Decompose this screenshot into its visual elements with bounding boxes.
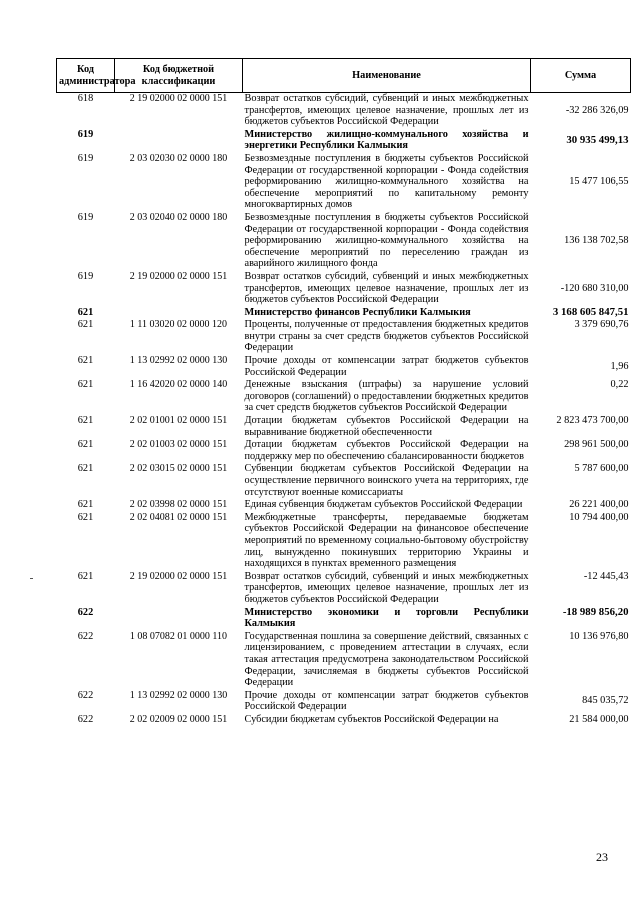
cell-sum: -32 286 326,09 — [565, 104, 629, 116]
cell-admin-code: 622 — [77, 713, 94, 725]
cell-name: Прочие доходы от компенсации затрат бюджетов субъектов Российской Федерации — [244, 355, 529, 378]
cell-sum: -120 680 310,00 — [560, 282, 629, 294]
cell-classification: 2 02 01001 02 0000 151 — [129, 415, 228, 427]
cell-sum: 21 584 000,00 — [569, 713, 629, 725]
cell-classification: 2 19 02000 02 0000 151 — [129, 93, 228, 104]
header-classification: Код бюджетной классификации — [115, 59, 243, 93]
table-row — [57, 355, 631, 379]
cell-classification: 1 16 42020 02 0000 140 — [129, 379, 228, 391]
cell-classification — [115, 307, 243, 320]
table-row — [57, 714, 631, 727]
cell-sum: 26 221 400,00 — [569, 499, 629, 511]
table-row — [57, 499, 631, 512]
cell-name: Дотации бюджетам субъектов Российской Федерации на выравнивание бюджетной обеспеченности — [244, 415, 529, 438]
cell-admin-code: 621 — [77, 463, 94, 475]
cell-admin-code: 621 — [77, 355, 94, 367]
cell-sum: 15 477 106,55 — [569, 176, 629, 188]
table-row — [57, 212, 631, 271]
cell-classification: 1 11 03020 02 0000 120 — [129, 319, 228, 331]
cell-name: Субсидии бюджетам субъектов Российской Федерации на — [244, 713, 499, 725]
cell-name: Министерство финансов Республики Калмыкия — [244, 306, 471, 318]
cell-name: Безвозмездные поступления в бюджеты субъектов Российской Федерации от государственной корпорации - Фонда содействия реформированию жилищно-коммунального хозяйства на обеспечение мероприятий по переселению граждан из аварийного жилищного фонда — [244, 211, 529, 270]
header-sum: Сумма — [531, 59, 631, 93]
cell-name: Возврат остатков субсидий, субвенций и иных межбюджетных трансфертов, имеющих целевое назначение, прошлых лет из бюджетов субъектов Российской Федерации — [244, 93, 529, 128]
cell-sum: -12 445,43 — [583, 570, 629, 582]
cell-name: Министерство экономики и торговли Республики Калмыкия — [244, 606, 529, 630]
cell-sum: 3 379 690,76 — [574, 319, 629, 331]
cell-admin-code: 622 — [77, 689, 94, 701]
table-header-row — [57, 59, 631, 93]
cell-sum: 2 823 473 700,00 — [556, 415, 629, 427]
header-admin-code: Код администратора — [57, 59, 115, 93]
cell-name: Субвенции бюджетам субъектов Российской Федерации на осуществление первичного воинского учета на территориях, где отсутствуют военные комиссариаты — [244, 463, 529, 498]
cell-sum: 30 935 499,13 — [566, 133, 629, 146]
cell-name: Межбюджетные трансферты, передаваемые бюджетам субъектов Российской Федерации на финансовое обеспечение мероприятий по временному социально-бытовому обустройству лиц, вынужденно покинувших территорию Украины и находящихся в пунктах временного размещения — [244, 511, 529, 570]
table-row — [57, 153, 631, 212]
cell-admin-code: 619 — [77, 152, 94, 164]
cell-classification: 1 13 02992 02 0000 130 — [129, 689, 228, 701]
cell-classification: 2 02 03015 02 0000 151 — [129, 463, 228, 475]
page-number: 23 — [596, 850, 608, 864]
cell-classification — [115, 129, 243, 153]
cell-sum: 845 035,72 — [582, 695, 629, 707]
cell-name: Единая субвенция бюджетам субъектов Российской Федерации — [244, 499, 523, 511]
cell-name: Государственная пошлина за совершение действий, связанных с лицензированием, с проведением аттестации в случаях, если такая аттестация предусмотрена законодательством Российской Федерации, зачисляемая в бюджеты субъектов Российской Федерации — [244, 630, 529, 689]
cell-name: Возврат остатков субсидий, субвенций и иных межбюджетных трансфертов, имеющих целевое назначение, прошлых лет из бюджетов субъектов Российской Федерации — [244, 270, 529, 306]
cell-classification — [115, 607, 243, 631]
table-row — [57, 512, 631, 571]
cell-admin-code: 621 — [77, 439, 94, 451]
cell-sum: 136 138 702,58 — [564, 235, 629, 247]
cell-classification: 2 19 02000 02 0000 151 — [129, 270, 228, 282]
cell-sum: 0,22 — [610, 379, 629, 391]
table-row — [57, 463, 631, 499]
cell-admin-code: 621 — [77, 570, 94, 582]
cell-name: Дотации бюджетам субъектов Российской Федерации на поддержку мер по обеспечению сбалансированности бюджетов — [244, 439, 529, 462]
cell-name: Министерство жилищно-коммунального хозяйства и энергетики Республики Калмыкия — [244, 128, 529, 152]
table-body — [57, 93, 631, 727]
cell-admin-code: 622 — [77, 630, 94, 642]
cell-sum: 10 794 400,00 — [569, 511, 629, 523]
cell-sum: 5 787 600,00 — [574, 463, 629, 475]
cell-classification: 1 08 07082 01 0000 110 — [129, 630, 228, 642]
cell-classification: 2 03 02040 02 0000 180 — [129, 211, 228, 223]
cell-classification: 2 02 04081 02 0000 151 — [129, 511, 228, 523]
cell-admin-code: 621 — [77, 306, 94, 318]
table-row — [57, 271, 631, 307]
table-row-ministry — [57, 607, 631, 631]
budget-revenue-table — [56, 58, 631, 726]
cell-classification: 2 02 01003 02 0000 151 — [129, 439, 228, 451]
cell-admin-code: 619 — [77, 128, 94, 140]
cell-sum: 10 136 976,80 — [569, 630, 629, 642]
table-row — [57, 690, 631, 714]
cell-admin-code: 621 — [77, 319, 94, 331]
table-row — [57, 93, 631, 129]
cell-classification: 1 13 02992 02 0000 130 — [129, 355, 228, 367]
cell-classification: 2 03 02030 02 0000 180 — [129, 152, 228, 164]
header-name: Наименование — [243, 59, 531, 93]
cell-classification: 2 19 02000 02 0000 151 — [129, 570, 228, 582]
table-row — [57, 319, 631, 355]
cell-name: Безвозмездные поступления в бюджеты субъектов Российской Федерации от государственной корпорации - Фонда содействия реформированию жилищно-коммунального хозяйства на обеспечение мероприятий по капитальному ремонту многоквартирных домов — [244, 152, 529, 211]
cell-sum: 3 168 605 847,51 — [552, 305, 629, 318]
cell-admin-code: 619 — [77, 211, 94, 223]
scan-mark — [30, 578, 33, 579]
cell-admin-code: 622 — [77, 606, 94, 618]
cell-admin-code: 619 — [77, 270, 94, 282]
cell-sum: -18 989 856,20 — [562, 605, 629, 618]
table-row-ministry — [57, 129, 631, 153]
cell-admin-code: 621 — [77, 499, 94, 511]
cell-name: Возврат остатков субсидий, субвенций и иных межбюджетных трансфертов, имеющих целевое назначение, прошлых лет из бюджетов субъектов Российской Федерации — [244, 570, 529, 605]
table-row — [57, 631, 631, 690]
table-row — [57, 379, 631, 415]
cell-admin-code: 621 — [77, 379, 94, 391]
cell-admin-code: 621 — [77, 511, 94, 523]
cell-sum: 298 961 500,00 — [564, 439, 629, 451]
table-row-ministry — [57, 307, 631, 320]
cell-sum: 1,96 — [610, 360, 629, 372]
table-row — [57, 439, 631, 463]
cell-admin-code: 621 — [77, 415, 94, 427]
cell-classification: 2 02 03998 02 0000 151 — [129, 499, 228, 511]
table-row — [57, 415, 631, 439]
cell-name: Денежные взыскания (штрафы) за нарушение условий договоров (соглашений) о предоставлении бюджетных кредитов за счет средств бюджетов субъектов Российской Федерации — [244, 379, 529, 414]
cell-admin-code: 618 — [77, 93, 94, 104]
cell-name: Прочие доходы от компенсации затрат бюджетов субъектов Российской Федерации — [244, 689, 529, 713]
cell-name: Проценты, полученные от предоставления бюджетных кредитов внутри страны за счет средств бюджетов субъектов Российской Федерации — [244, 319, 529, 354]
table-row — [57, 571, 631, 607]
cell-classification: 2 02 02009 02 0000 151 — [129, 713, 228, 725]
